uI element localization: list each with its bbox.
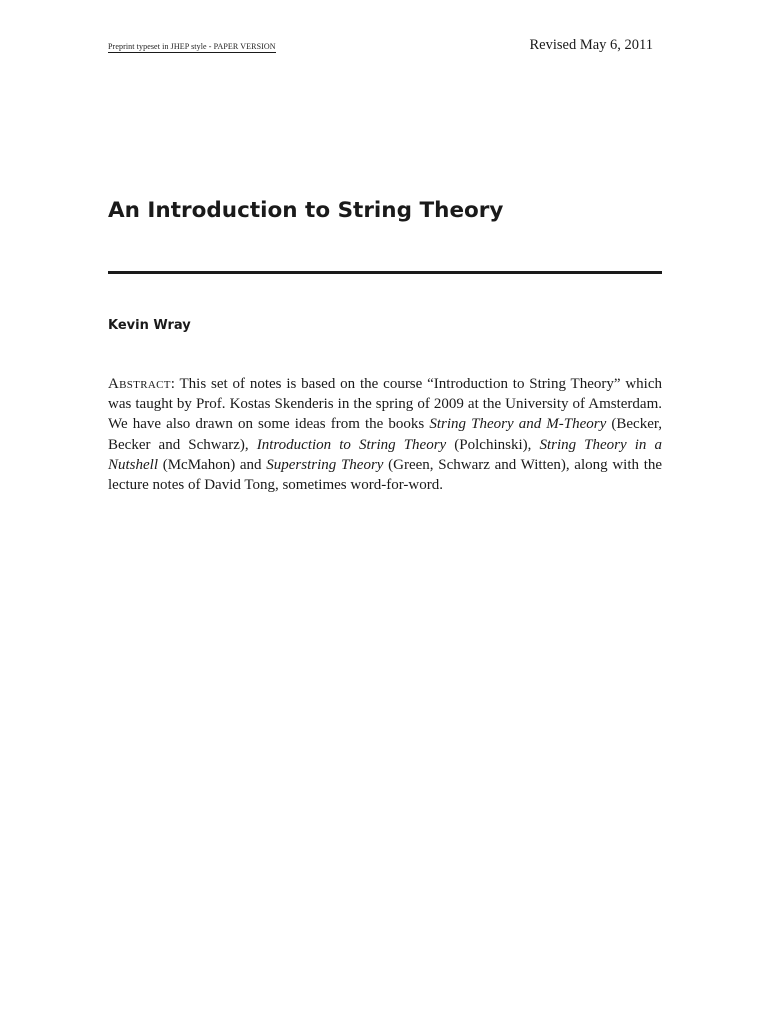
revision-date: Revised May 6, 2011 bbox=[529, 37, 653, 53]
abstract-text: (Green, Schwarz and Witten), along with the lecture notes of David Tong, sometimes word-for-word. bbox=[108, 456, 663, 494]
preprint-note: Preprint typeset in JHEP style - PAPER VERSION bbox=[108, 42, 276, 51]
paper-title: An Introduction to String Theory bbox=[108, 198, 504, 223]
abstract-label-colon: : bbox=[170, 376, 175, 392]
book-title-mcmahon: String Theory in a Nutshell bbox=[108, 436, 662, 473]
abstract-text: (Becker, Becker and Schwarz), bbox=[108, 416, 662, 453]
author-name: Kevin Wray bbox=[108, 318, 191, 333]
title-rule bbox=[108, 271, 662, 274]
book-title-green: Superstring Theory bbox=[266, 456, 384, 473]
abstract-text: (Polchinski), bbox=[446, 436, 540, 453]
book-title-becker: String Theory and M-Theory bbox=[429, 416, 607, 433]
book-title-polchinski: Introduction to String Theory bbox=[256, 436, 447, 453]
abstract-text: This set of notes is based on the course “Introduction to String Theory” which was taught by Prof. Kostas Skenderis in the spring of 2009 at the University of Amsterdam. We have also drawn on some ideas from the books bbox=[108, 376, 662, 433]
abstract-label: Abstract bbox=[108, 376, 171, 392]
abstract bbox=[108, 374, 662, 495]
abstract-text: (McMahon) and bbox=[158, 456, 267, 473]
